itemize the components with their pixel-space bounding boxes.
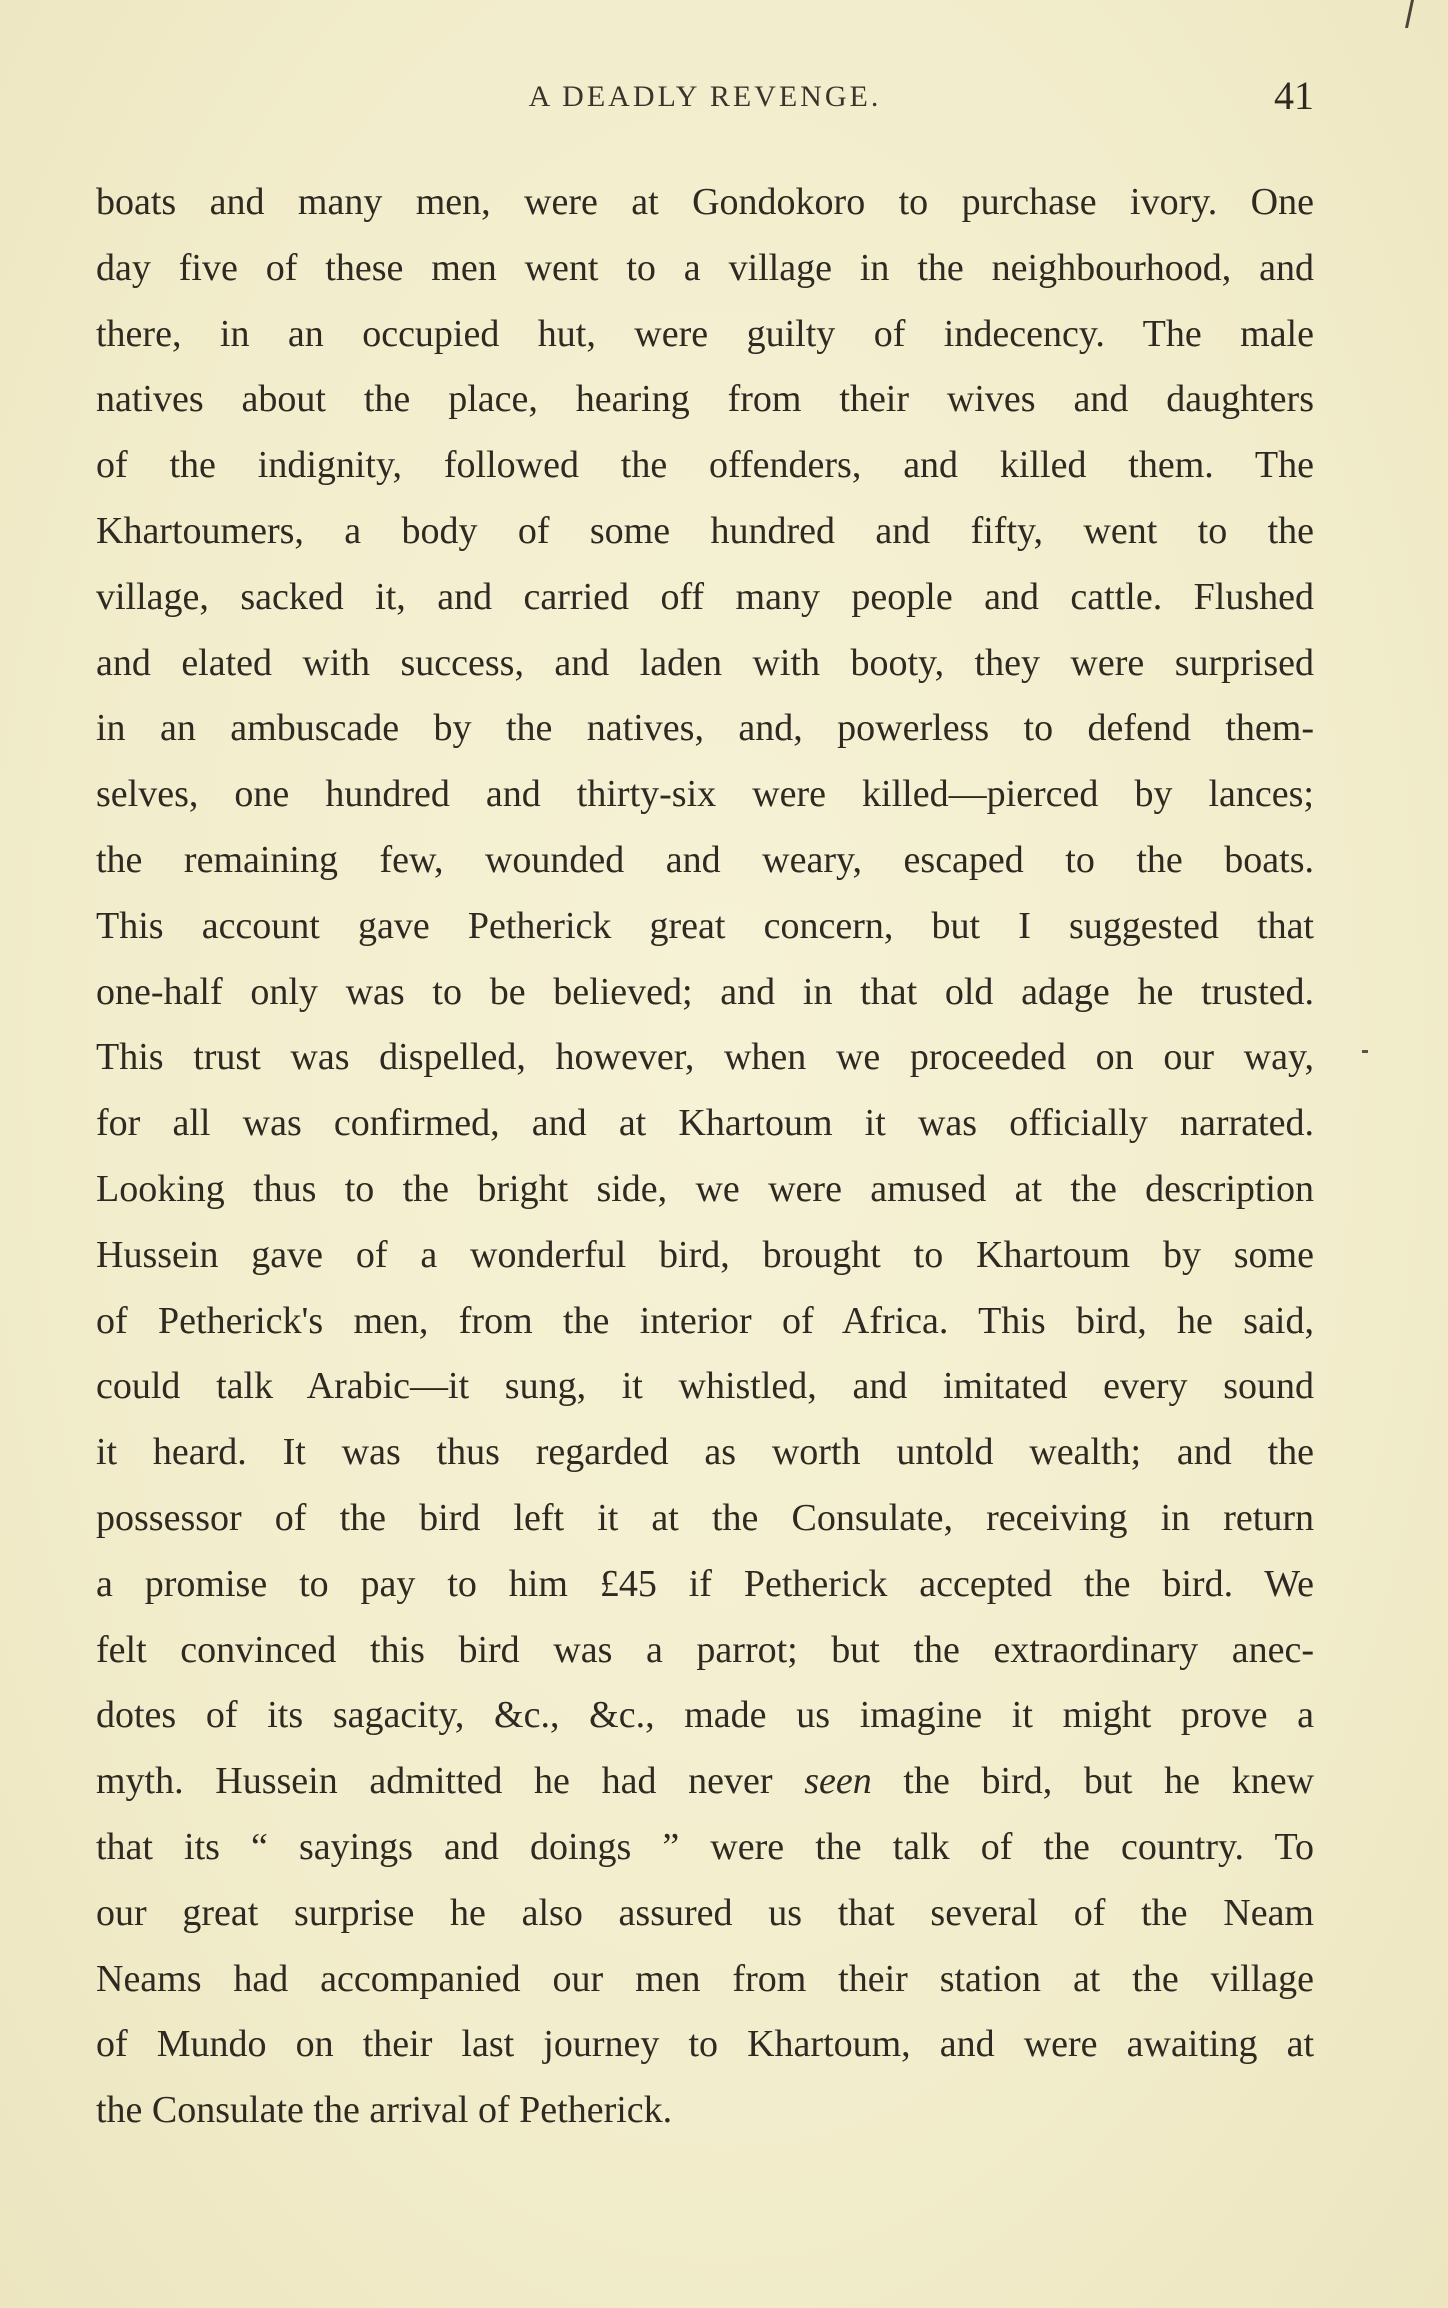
text-line: day five of these men went to a village in the neighbourhood, and bbox=[96, 246, 1314, 289]
text-line: one-half only was to be believed; and in that old adage he trusted. bbox=[96, 970, 1314, 1013]
text-line: Khartoumers, a body of some hundred and fifty, went to the bbox=[96, 509, 1314, 552]
text-line: dotes of its sagacity, &c., &c., made us imagine it might prove a bbox=[96, 1694, 1314, 1737]
text-line: boats and many men, were at Gondokoro to purchase ivory. One bbox=[96, 181, 1314, 223]
italic-word: seen bbox=[804, 1760, 872, 1803]
text-line: of the indignity, followed the offenders, and killed them. The bbox=[96, 444, 1314, 487]
text-line: a promise to pay to him £45 if Petherick accepted the bird. We bbox=[96, 1562, 1314, 1605]
text-line: in an ambuscade by the natives, and, powerless to defend them- bbox=[96, 707, 1314, 750]
page-header bbox=[96, 72, 1314, 122]
text-line: Hussein gave of a wonderful bird, brought to Khartoum by some bbox=[96, 1233, 1314, 1276]
text-line: This account gave Petherick great concern, but I suggested that bbox=[96, 904, 1314, 947]
margin-dash-mark bbox=[1362, 1050, 1368, 1053]
text-line: felt convinced this bird was a parrot; but the extraordinary anec- bbox=[96, 1628, 1314, 1671]
page-number: 41 bbox=[1274, 73, 1314, 118]
text-line: our great surprise he also assured us that several of the Neam bbox=[96, 1891, 1314, 1934]
text-segment: myth. Hussein admitted he had never bbox=[96, 1760, 805, 1803]
text-line: the remaining few, wounded and weary, escaped to the boats. bbox=[96, 838, 1314, 881]
text-line: This trust was dispelled, however, when we proceeded on our way, bbox=[96, 1036, 1314, 1079]
running-title: A DEADLY REVENGE. bbox=[528, 80, 882, 113]
stray-ink-mark bbox=[1405, 0, 1420, 28]
text-line: selves, one hundred and thirty-six were killed—pierced by lances; bbox=[96, 773, 1314, 816]
text-line: that its “ sayings and doings ” were the talk of the country. To bbox=[96, 1825, 1314, 1868]
text-line-last: the Consulate the arrival of Petherick. bbox=[96, 2089, 673, 2132]
text-line: natives about the place, hearing from their wives and daughters bbox=[96, 378, 1314, 421]
text-line-with-italic bbox=[96, 1749, 1314, 1815]
body-text bbox=[96, 170, 1314, 2144]
text-line: there, in an occupied hut, were guilty of indecency. The male bbox=[96, 312, 1314, 355]
text-line: it heard. It was thus regarded as worth untold wealth; and the bbox=[96, 1431, 1314, 1474]
text-line: Neams had accompanied our men from their station at the village bbox=[96, 1957, 1314, 2000]
text-line: Looking thus to the bright side, we were amused at the description bbox=[96, 1167, 1314, 1210]
text-line: village, sacked it, and carried off many people and cattle. Flushed bbox=[96, 575, 1314, 618]
text-line: of Mundo on their last journey to Khartoum, and were awaiting at bbox=[96, 2023, 1314, 2066]
text-line: and elated with success, and laden with booty, they were surprised bbox=[96, 641, 1314, 684]
text-line: possessor of the bird left it at the Consulate, receiving in return bbox=[96, 1496, 1314, 1539]
text-line: could talk Arabic—it sung, it whistled, and imitated every sound bbox=[96, 1365, 1314, 1408]
text-line: of Petherick's men, from the interior of Africa. This bird, he said, bbox=[96, 1299, 1314, 1342]
text-segment: the bird, but he knew bbox=[871, 1760, 1315, 1803]
text-line: for all was confirmed, and at Khartoum it was officially narrated. bbox=[96, 1102, 1314, 1145]
